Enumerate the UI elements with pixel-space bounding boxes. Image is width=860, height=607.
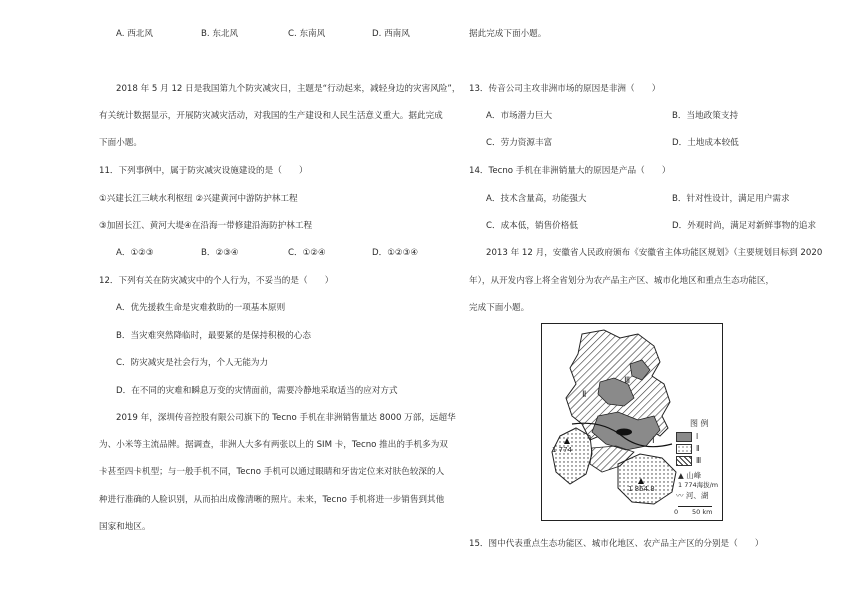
- scale-zero: 0: [674, 508, 679, 516]
- scale-bar: [678, 506, 712, 507]
- legend-item-1: Ⅰ: [676, 432, 698, 442]
- q11-option-d[interactable]: D．①②③④: [372, 248, 419, 258]
- q11-option-c[interactable]: C．①②④: [288, 248, 326, 258]
- q11-stem: 11．下列事例中，属于防灾减灾设施建设的是（ ）: [99, 166, 308, 176]
- q14-option-b[interactable]: B．针对性设计，满足用户需求: [672, 194, 790, 204]
- legend-item-2: Ⅱ: [676, 444, 700, 454]
- intro1-line: 下面小题。: [99, 138, 142, 148]
- region-label: Ⅲ: [624, 376, 631, 386]
- q13-option-c[interactable]: C．劳力资源丰富: [486, 138, 553, 148]
- anhui-map-figure: [541, 323, 723, 521]
- intro2-line: 种进行准确的人脸识别，从而拍出成像清晰的照片。未来，Tecno 手机将进一步销售到其他: [99, 495, 445, 505]
- intro2-line: 2019 年，深圳传音控股有限公司旗下的 Tecno 手机在非洲销售量达 8000 万部，远超华: [116, 413, 456, 423]
- legend-item-3: Ⅲ: [676, 456, 701, 466]
- intro3-line: 完成下面小题。: [469, 303, 530, 313]
- q12-option-c[interactable]: C．防灾减灾是社会行为，个人无能为力: [116, 358, 269, 368]
- q13-option-d[interactable]: D．土地成本较低: [672, 138, 739, 148]
- legend-peak: ▲ 山峰: [678, 471, 702, 480]
- river-icon: 〰: [676, 491, 684, 500]
- q12-stem: 12．下列有关在防灾减灾中的个人行为，不妥当的是（ ）: [99, 276, 334, 286]
- peak-icon: ▲: [678, 471, 684, 480]
- q12-option-a[interactable]: A．优先援救生命是灾难救助的一项基本原则: [116, 303, 286, 313]
- q11-item: ③加固长江、黄河大堤④在沿海一带修建沿海防护林工程: [99, 221, 313, 231]
- q14-option-a[interactable]: A．技术含量高，功能强大: [486, 194, 587, 204]
- legend-river: 〰 河、湖: [676, 491, 709, 500]
- legend-peak-elevation: 1 774海拔/m: [678, 481, 719, 489]
- q11-option-a[interactable]: A．①②③: [116, 248, 154, 258]
- q11-item: ①兴建长江三峡水利枢纽 ②兴建黄河中游防护林工程: [99, 194, 298, 204]
- q13-option-a[interactable]: A．市场潜力巨大: [486, 111, 553, 121]
- intro2-line: 为、小米等主流品牌。据调查，非洲人大多有两张以上的 SIM 卡，Tecno 推出的手机多为双: [99, 440, 448, 450]
- q12-option-d[interactable]: D．在不同的灾难和瞬息万变的灾情面前，需要冷静地采取适当的应对方式: [116, 386, 398, 396]
- q10-option-a[interactable]: A. 西北风: [116, 29, 153, 39]
- q13-stem: 13．传音公司主攻非洲市场的原因是非洲（ ）: [469, 84, 661, 94]
- intro1-line: 2018 年 5 月 12 日是我国第九个防灾减灾日，主题是“行动起来，减轻身边的灾害风险”，: [116, 84, 461, 94]
- region-2-area: [552, 428, 592, 484]
- q14-option-d[interactable]: D．外观时尚，满足对新鲜事物的追求: [672, 221, 817, 231]
- lake-icon: [616, 429, 632, 436]
- q14-stem: 14．Tecno 手机在非洲销量大的原因是产品（ ）: [469, 166, 671, 176]
- intro-tail: 据此完成下面小题。: [469, 29, 547, 39]
- legend-title: 图 例: [690, 419, 709, 428]
- intro2-line: 卡甚至四卡机型；与一般手机不同，Tecno 手机可以通过眼睛和牙齿定位来对肤色较深的人: [99, 467, 445, 477]
- scale-km: 50 km: [692, 508, 713, 516]
- intro3-line: 2013 年 12 月，安徽省人民政府颁布《安徽省主体功能区规划》（主要规划目标到 2020: [486, 248, 823, 258]
- q12-option-b[interactable]: B．当灾难突然降临时，最要紧的是保持积极的心态: [116, 331, 311, 341]
- region-label: Ⅰ: [652, 436, 655, 446]
- peak-elevation-label: 1 864.8: [628, 485, 655, 493]
- q15-stem: 15．图中代表重点生态功能区、城市化地区、农产品主产区的分别是（ ）: [469, 539, 764, 549]
- intro3-line: 年），从开发内容上将全省划分为农产品主产区、城市化地区和重点生态功能区，: [469, 276, 775, 286]
- q10-option-d[interactable]: D. 西南风: [372, 29, 410, 39]
- q11-option-b[interactable]: B．②③④: [201, 248, 239, 258]
- intro2-line: 国家和地区。: [99, 522, 151, 532]
- region-label: Ⅱ: [582, 390, 587, 400]
- q10-option-c[interactable]: C. 东南风: [288, 29, 326, 39]
- peak-elevation-label: 1 774: [552, 446, 573, 454]
- q13-option-b[interactable]: B．当地政策支持: [672, 111, 739, 121]
- region-2-area: [618, 454, 676, 504]
- q14-option-c[interactable]: C．成本低，销售价格低: [486, 221, 578, 231]
- intro1-line: 有关统计数据显示，开展防灾减灾活动，对我国的生产建设和人民生活意义重大。据此完成: [99, 111, 443, 121]
- q10-option-b[interactable]: B. 东北风: [201, 29, 239, 39]
